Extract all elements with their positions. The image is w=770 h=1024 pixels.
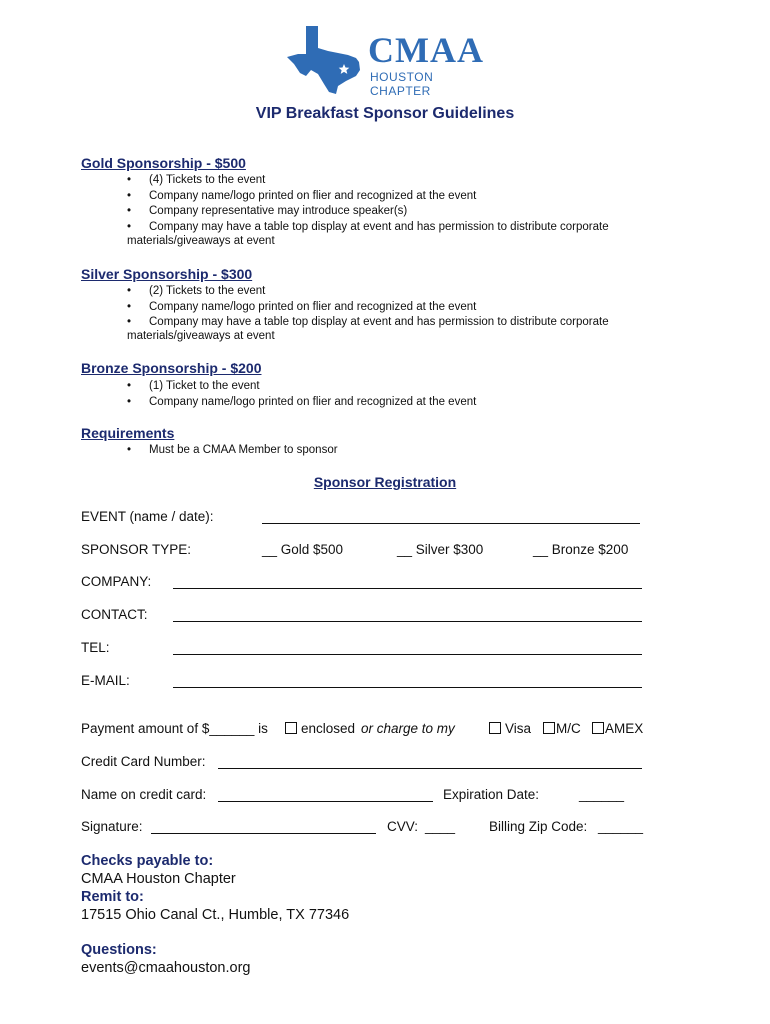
company-label: COMPANY: (81, 574, 152, 589)
cc-number-label: Credit Card Number: (81, 754, 206, 769)
checkbox-icon[interactable] (285, 722, 297, 734)
checks-payable-label: Checks payable to: (81, 853, 214, 869)
list-item: • Company name/logo printed on flier and recognized at the event (127, 395, 476, 411)
expiration-field[interactable]: ______ (579, 787, 625, 802)
list-item: • Company name/logo printed on flier and recognized at the event (127, 189, 609, 205)
page-title: VIP Breakfast Sponsor Guidelines (255, 105, 515, 122)
gold-list (127, 173, 609, 235)
questions-email[interactable]: events@cmaahouston.org (81, 960, 251, 976)
amex-option[interactable] (592, 721, 643, 736)
company-field[interactable] (173, 588, 642, 589)
email-label: E-MAIL: (81, 673, 130, 688)
gold-heading: Gold Sponsorship - $500 (81, 155, 246, 171)
logo-name: CMAA (368, 30, 484, 70)
silver-continuation: materials/giveaways at event (127, 330, 275, 342)
sponsor-type-gold[interactable]: __ Gold $500 (262, 542, 344, 557)
signature-label: Signature: (81, 819, 143, 834)
questions-label: Questions: (81, 942, 157, 958)
contact-label: CONTACT: (81, 607, 148, 622)
mc-option[interactable] (543, 721, 581, 736)
tel-label: TEL: (81, 640, 110, 655)
event-field[interactable] (262, 523, 640, 524)
requirements-heading: Requirements (81, 425, 175, 441)
remit-address: 17515 Ohio Canal Ct., Humble, TX 77346 (81, 907, 350, 923)
list-item: • (4) Tickets to the event (127, 173, 609, 189)
zip-label: Billing Zip Code: (489, 819, 588, 834)
list-item: • Company may have a table top display at event and has permission to distribute corporate (127, 315, 609, 331)
gold-continuation: materials/giveaways at event (127, 235, 275, 247)
mc-label: M/C (556, 721, 581, 736)
amex-label: AMEX (605, 721, 644, 736)
name-on-card-label: Name on credit card: (81, 787, 207, 802)
email-field[interactable] (173, 687, 642, 688)
enclosed-option[interactable] (285, 721, 355, 736)
bronze-heading: Bronze Sponsorship - $200 (81, 360, 262, 376)
event-label: EVENT (name / date): (81, 509, 214, 524)
sponsor-registration-heading: Sponsor Registration (313, 474, 457, 490)
sponsor-type-silver[interactable]: __ Silver $300 (397, 542, 484, 557)
visa-option[interactable] (489, 721, 531, 736)
remit-label: Remit to: (81, 889, 144, 905)
list-item: • Company name/logo printed on flier and recognized at the event (127, 300, 609, 316)
list-item: • Company may have a table top display at event and has permission to distribute corporate (127, 220, 609, 236)
checkbox-icon[interactable] (592, 722, 604, 734)
list-item: • (1) Ticket to the event (127, 379, 476, 395)
cmaa-logo (284, 24, 494, 98)
list-item: • Must be a CMAA Member to sponsor (127, 443, 338, 459)
silver-heading: Silver Sponsorship - $300 (81, 266, 253, 282)
signature-field[interactable] (151, 833, 376, 834)
name-on-card-field[interactable] (218, 801, 433, 802)
bronze-list (127, 379, 476, 410)
zip-field[interactable]: ______ (598, 819, 644, 834)
cvv-label: CVV: (387, 819, 419, 834)
checkbox-icon[interactable] (543, 722, 555, 734)
logo-subtitle: HOUSTON CHAPTER (370, 70, 434, 98)
visa-label: Visa (505, 721, 532, 736)
list-item: • Company representative may introduce speaker(s) (127, 204, 609, 220)
sponsor-type-bronze[interactable]: __ Bronze $200 (533, 542, 629, 557)
sponsor-type-label: SPONSOR TYPE: (81, 542, 192, 557)
tel-field[interactable] (173, 654, 642, 655)
cc-number-field[interactable] (218, 768, 642, 769)
texas-map-icon (284, 24, 368, 96)
cvv-field[interactable]: ____ (425, 819, 456, 834)
list-item: • (2) Tickets to the event (127, 284, 609, 300)
checks-payable-value: CMAA Houston Chapter (81, 871, 236, 887)
checkbox-icon[interactable] (489, 722, 501, 734)
silver-list (127, 284, 609, 331)
enclosed-label: enclosed (301, 721, 356, 736)
charge-label: or charge to my (361, 721, 455, 736)
contact-field[interactable] (173, 621, 642, 622)
payment-amount-label: Payment amount of $______ is (81, 721, 268, 736)
expiration-label: Expiration Date: (443, 787, 540, 802)
requirements-list (127, 443, 338, 459)
